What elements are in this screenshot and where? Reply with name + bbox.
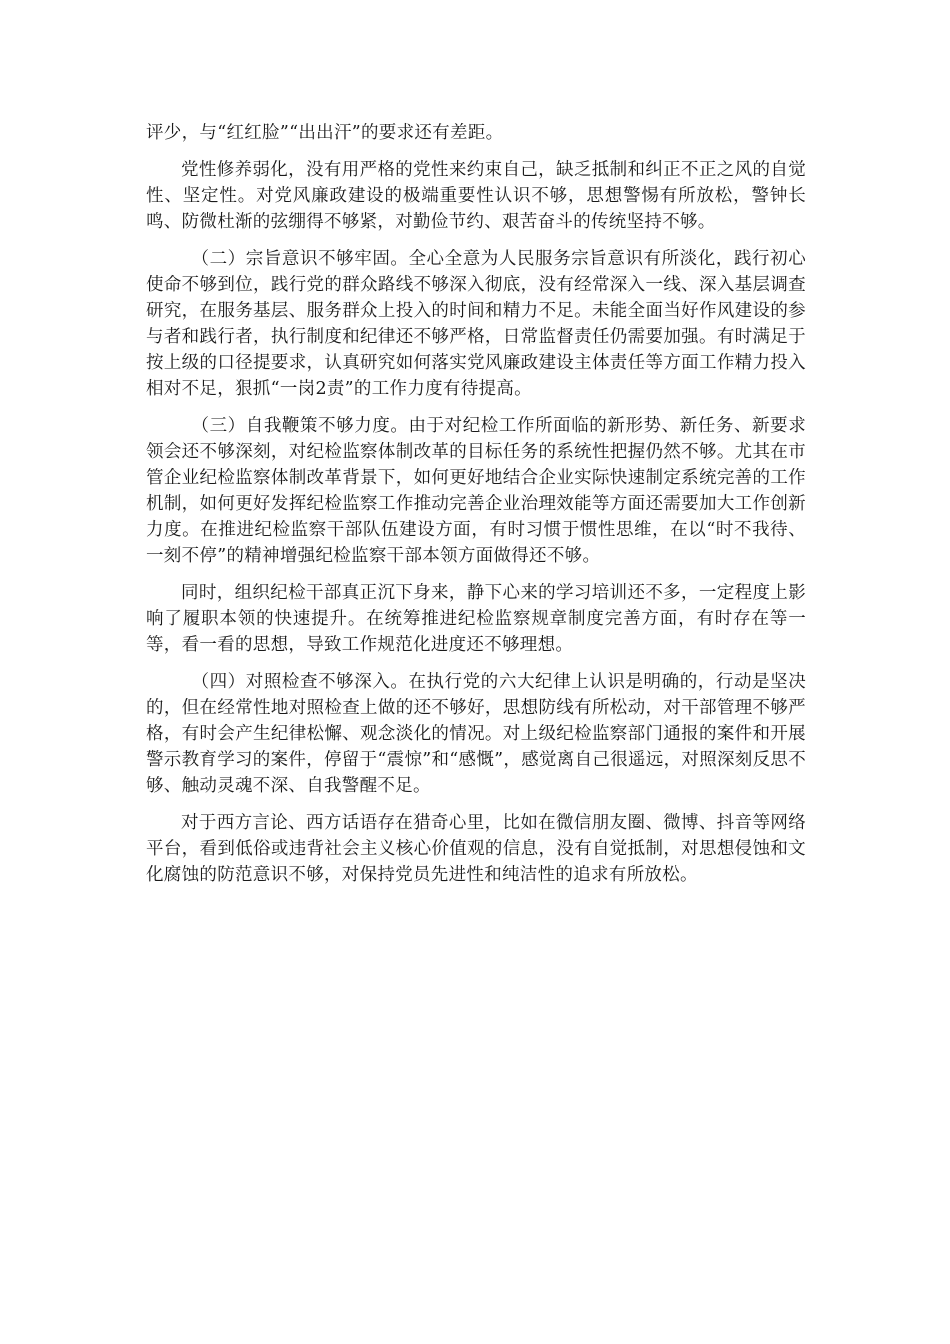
paragraph-western-discourse: 对于西方言论、西方话语存在猎奇心里，比如在微信朋友圈、微博、抖音等网络平台，看到低俗或违背社会主义核心价值观的信息，没有自觉抵制，对思想侵蚀和文化腐蚀的防范意识不够，对保持党员先进性和纯洁性的追求有所放松。 (146, 813, 806, 885)
paragraph-training: 同时，组织纪检干部真正沉下身来，静下心来的学习培训还不多，一定程度上影响了履职本领的快速提升。在统筹推进纪检监察规章制度完善方面，有时存在等一等，看一看的思想，导致工作规范化进度还不够理想。 (146, 583, 806, 655)
paragraph-section-3: （三）自我鞭策不够力度。由于对纪检工作所面临的新形势、新任务、新要求领会还不够深刻，对纪检监察体制改革的目标任务的系统性把握仍然不够。尤其在市管企业纪检监察体制改革背景下，如何更好地结合企业实际快速制定系统完善的工作机制，如何更好发挥纪检监察工作推动完善企业治理效能等方面还需要加大工作创新力度。在推进纪检监察干部队伍建设方面，有时习惯于惯性思维，在以“时不我待、一刻不停”的精神增强纪检监察干部本领方面做得还不够。 (146, 416, 806, 566)
document-body (146, 120, 806, 899)
paragraph-section-4: （四）对照检查不够深入。在执行党的六大纪律上认识是明确的，行动是坚决的，但在经常性地对照检查上做的还不够好，思想防线有所松动，对干部管理不够严格，有时会产生纪律松懈、观念淡化的情况。对上级纪检监察部门通报的案件和开展警示教育学习的案件，停留于“震惊”和“感慨”，感觉离自己很遥远，对照深刻反思不够、触动灵魂不深、自我警醒不足。 (146, 672, 806, 796)
paragraph-section-2: （二）宗旨意识不够牢固。全心全意为人民服务宗旨意识有所淡化，践行初心使命不够到位，践行党的群众路线不够深入彻底，没有经常深入一线、深入基层调查研究，在服务基层、服务群众上投入的时间和精力不足。未能全面当好作风建设的参与者和践行者，执行制度和纪律还不够严格，日常监督责任仍需要加强。有时满足于按上级的口径提要求，认真研究如何落实党风廉政建设主体责任等方面工作精力投入相对不足，狠抓“一岗2责”的工作力度有待提高。 (146, 249, 806, 399)
paragraph-party-spirit: 党性修养弱化，没有用严格的党性来约束自己，缺乏抵制和纠正不正之风的自觉性、坚定性。对党风廉政建设的极端重要性认识不够，思想警惕有所放松，警钟长鸣、防微杜渐的弦绷得不够紧，对勤俭节约、艰苦奋斗的传统坚持不够。 (146, 160, 806, 232)
paragraph-continuation: 评少，与“红红脸”“出出汗”的要求还有差距。 (146, 123, 504, 143)
